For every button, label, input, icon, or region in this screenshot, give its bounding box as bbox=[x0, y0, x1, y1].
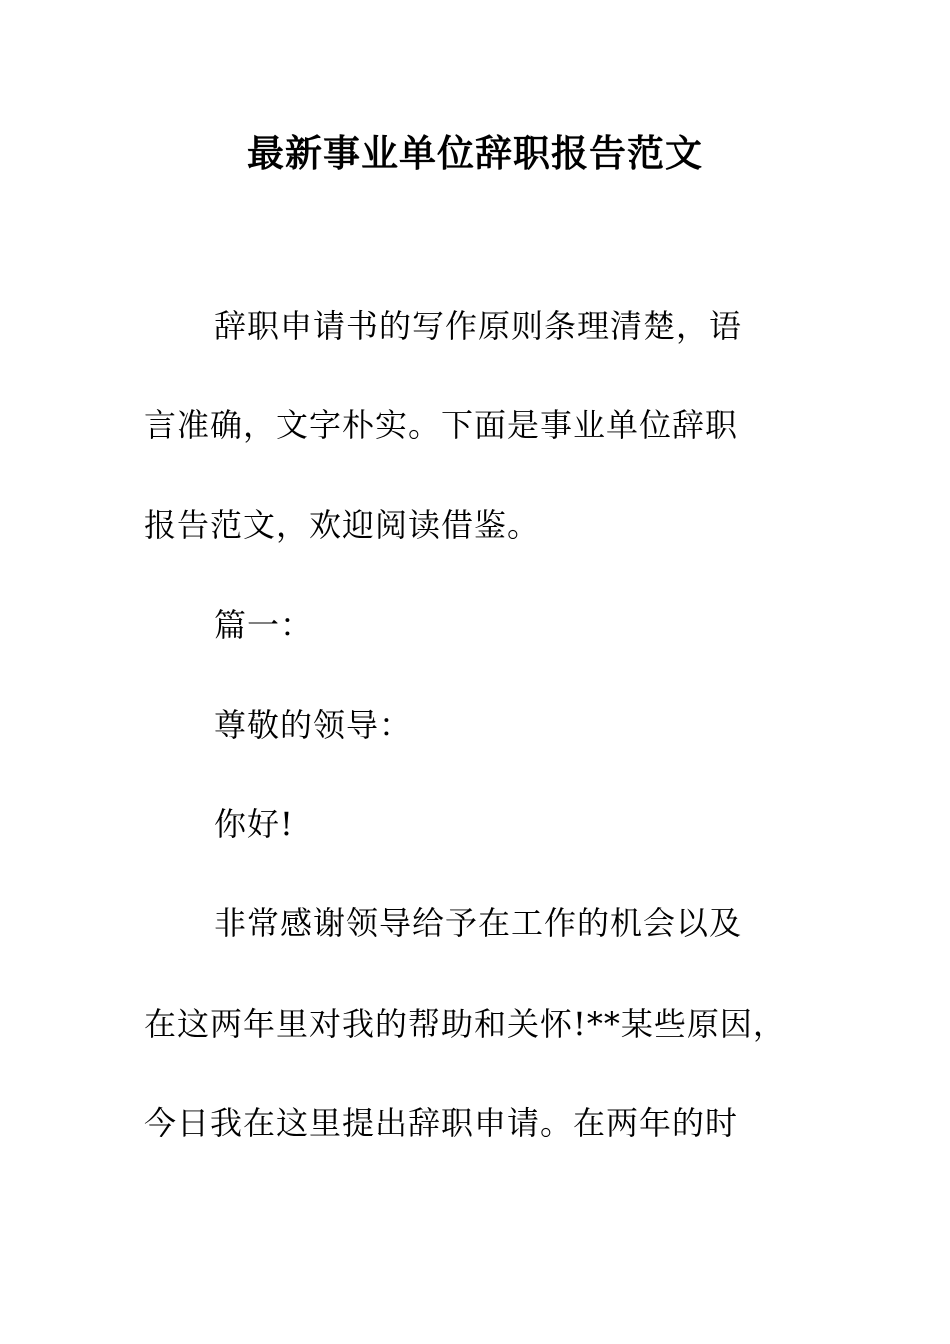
section-heading: 篇一： bbox=[214, 606, 314, 644]
paragraph-line: 辞职申请书的写作原则条理清楚，语 bbox=[214, 307, 743, 345]
paragraph-line: 非常感谢领导给予在工作的机会以及 bbox=[214, 904, 743, 942]
paragraph-line: 报告范文，欢迎阅读借鉴。 bbox=[144, 506, 541, 544]
paragraph-line: 今日我在这里提出辞职申请。在两年的时 bbox=[144, 1104, 739, 1142]
paragraph-line: 言准确，文字朴实。下面是事业单位辞职 bbox=[144, 406, 739, 444]
salutation: 尊敬的领导： bbox=[214, 706, 413, 744]
greeting: 你好! bbox=[214, 805, 294, 843]
paragraph-line: 在这两年里对我的帮助和关怀!**某些原因， bbox=[144, 1005, 786, 1043]
document-title: 最新事业单位辞职报告范文 bbox=[247, 131, 703, 175]
